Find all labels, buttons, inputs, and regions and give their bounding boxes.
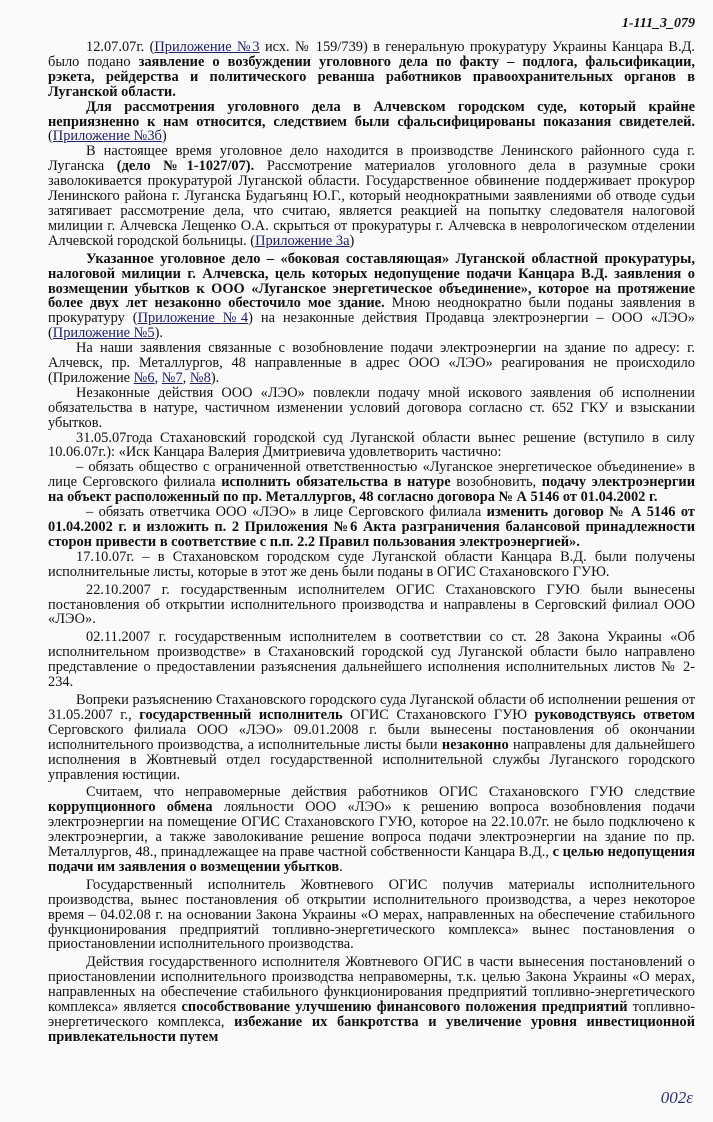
bold-text: подачу электроэнергии на объект расположенный по пр. Металлургов, 48 согласно договора № А 5146 от 01.04.2002 г. xyxy=(48,474,695,506)
appendix-link-6[interactable]: №6 xyxy=(133,369,155,386)
text: Серговского филиала ООО «ЛЭО» 09.01.2008 г. были вынесены постановления об окончании исполнительного производства, а исполнительные листы были xyxy=(48,721,695,753)
bold-text: руководствуясь ответом xyxy=(534,706,695,723)
text: – обязать общество с ограниченной ответственностью «Луганское энергетическое объединение» в лице Серговского филиала xyxy=(48,459,695,491)
text: ) xyxy=(349,232,355,249)
bold-text: коррупционного обмена xyxy=(48,799,213,816)
text: Рассмотрение материалов уголовного дела в разумные сроки заволокивается прокуратурой Луганской области. Государственное обвинение поддерживает прокурор Ленинского района г. Луганска Будагьянц Ю.Г., который неоднократными заявлениями об отводе судьи затягивает рассмотрение дела, что считаю, является реакцией на попытку следователя налоговой милиции г. Алчевска Лещенко О.А. скрыться от прокуратуры г. Алчевска в неврологическом отделении Алчевской городской больницы. ( xyxy=(48,158,695,249)
paragraph-5 xyxy=(48,341,695,386)
paragraph-14 xyxy=(48,785,695,874)
bold-text: заявление о возбуждении уголовного дела по факту – подлога, фальсификации, рэкета, рейдерства и политического реванша работников правоохранительных органов в Луганской области. xyxy=(48,53,695,100)
bold-text: с целью недопущения подачи им заявления о возмещении убытков xyxy=(48,844,695,875)
paragraph-8 xyxy=(48,460,695,505)
paragraph-13 xyxy=(48,693,695,782)
bold-text: способствование улучшению финансового положения предприятий xyxy=(181,999,628,1016)
appendix-link-7[interactable]: №7 xyxy=(161,369,183,386)
appendix-link-8[interactable]: №8 xyxy=(189,369,211,386)
paragraph-7: 31.05.07года Стахановский городской суд Луганской области вынес решение (вступило в силу 10.06.07г.): «Иск Канцара Валерия Дмитриевича удовлетворить частично: xyxy=(48,429,695,461)
text: ) xyxy=(161,128,167,145)
document-body xyxy=(48,40,695,1045)
text: ( xyxy=(48,128,53,145)
text: , xyxy=(154,369,162,386)
text: , xyxy=(182,369,190,386)
text: Считаем, что неправомерные действия работников ОГИС Стахановского ГУЮ следствие xyxy=(86,784,695,801)
paragraph-9 xyxy=(48,505,695,550)
text: В настоящее время уголовное дело находится в производстве Ленинского районного суда г. Луганска xyxy=(48,143,695,175)
bold-text: исполнить обязательства в натуре xyxy=(221,474,451,491)
paragraph-12: 02.11.2007 г. государственным исполнителем в соответствии со ст. 28 Закона Украины «Об исполнительном производстве» в Стахановский городской суд Луганской области было направлено представление о предоставлении разъяснения дальнейшего исполнения исполнительных листов № 2-234. xyxy=(48,629,695,691)
paragraph-15: Государственный исполнитель Жовтневого ОГИС получив материалы исполнительного производства, вынес постановления об открытии исполнительного производства, а через некоторое время – 04.02.08 г. на основании Закона Украины «О мерах, направленных на обеспечение стабильного функционирования предприятий топливно-энергетического комплекса» вынес постановления о приостановлении исполнительного производства. xyxy=(48,876,695,953)
text: исх. № 159/739) в генеральную прокуратуру Украины Канцара В.Д. было подано xyxy=(48,39,695,70)
bold-text: Указанное уголовное дело – «боковая составляющая» Луганской областной прокуратуры, налоговой милиции г. Алчевска, цель которых недопущение подачи Канцара В.Д. заявления о возмещении убытков к ООО «Луганское энергетическое объединение», которое на протяжение более двух лет незаконно обесточило мое здание. xyxy=(48,250,695,312)
bold-text: государственный исполнитель xyxy=(139,706,343,723)
paragraph-1 xyxy=(48,40,695,100)
bold-text: Для рассмотрения уголовного дела в Алчевском городском суде, который крайне неприязненно к нам относится, следствием были сфальсифицированы показания свидетелей. xyxy=(48,98,695,130)
text: ОГИС Стахановского ГУЮ xyxy=(342,706,535,723)
appendix-link-5[interactable]: Приложение №5 xyxy=(52,325,155,342)
appendix-link-3a[interactable]: Приложение 3а xyxy=(255,232,350,249)
text: На наши заявления связанные с возобновление подачи электроэнергии на здание по адресу: г. Алчевск, пр. Металлургов, 48 направленные в адрес ООО «ЛЭО» реагирования не происходило (Приложение xyxy=(48,340,695,386)
text: – обязать ответчика ООО «ЛЭО» в лице Серговского филиала xyxy=(86,504,487,521)
paragraph-16 xyxy=(48,955,695,1044)
paragraph-11: 22.10.2007 г. государственным исполнителем ОГИС Стахановского ГУЮ были вынесены постановления об открытии исполнительного производства и направлены в Серговский филиал ООО «ЛЭО». xyxy=(48,581,695,628)
paragraph-10: 17.10.07г. – в Стахановском городском суде Луганской области Канцара В.Д. были получены исполнительные листы, которые в этот же день были поданы в ОГИС Стахановского ГУЮ. xyxy=(48,548,695,580)
appendix-link-3b[interactable]: Приложение №3б xyxy=(52,128,162,145)
paragraph-3 xyxy=(48,144,695,248)
paragraph-2 xyxy=(48,100,695,145)
text: ). xyxy=(210,369,220,386)
bold-text: изменить договор № А 5146 от 01.04.2002 г. и изложить п. 2 Приложения №6 Акта разграничения балансовой принадлежности сторон привести в соответствие с п.п. 2.2 Правил пользования электроэнергией». xyxy=(48,504,695,550)
paragraph-4 xyxy=(48,252,695,341)
text: ). xyxy=(154,325,163,342)
text: Вопреки разъяснению Стахановского городского суда Луганской области об исполнении решения от 31.05.2007 г., xyxy=(48,691,695,723)
bold-text: избежание их банкротства и увеличение уровня инвестиционной привлекательности путем xyxy=(48,1014,695,1045)
text: Действия государственного исполнителя Жовтневого ОГИС в части вынесения постановлений о приостановлении исполнительного производства неправомерны, т.к. целью Закона Украины «О мерах, направленных на обеспечение стабильного функционирования предприятий топливно-энергетического комплекса» является xyxy=(48,954,695,1016)
text: направлены для дальнейшего исполнения в Жовтневый отдел государственной исполнительной службы Луганского городского управления юстиции. xyxy=(48,736,696,783)
text: . xyxy=(339,858,343,875)
bold-text: (дело №1-1027/07). xyxy=(116,158,255,175)
text: Мною неоднократно были поданы заявления в прокуратуру ( xyxy=(48,295,696,327)
appendix-link-3[interactable]: Приложение №3 xyxy=(154,39,260,55)
bold-text: незаконно xyxy=(441,736,509,753)
text: топливно-энергетического комплекса, xyxy=(48,999,695,1030)
document-reference: 1-111_3_079 xyxy=(621,16,695,31)
text: ) на незаконные действия Продавца электроэнергии – ООО «ЛЭО» ( xyxy=(48,310,695,342)
paragraph-6: Незаконные действия ООО «ЛЭО» повлекли подачу мной искового заявления об исполнении обязательства в натуре, частичном изменении условий договора согласно ст. 652 ГКУ и взыскании убытков. xyxy=(48,384,695,431)
appendix-link-4[interactable]: Приложение №4 xyxy=(137,310,249,327)
page-stamp: 002ε xyxy=(660,1088,693,1107)
text: 12.07.07г. ( xyxy=(86,39,155,55)
text: возобновить, xyxy=(450,474,542,491)
text: лояльности ООО «ЛЭО» к решению вопроса возобновления подачи электроэнергии на помещение ОГИС Стахановского ГУЮ, которое на 22.10.07г. не было подключено к электроэнергии, а также заволокивание решение вопроса подачи электроэнергии на здание по пр. Металлургов, 48., принадлежащее на праве частной собственности Канцара В.Д., xyxy=(48,799,696,861)
